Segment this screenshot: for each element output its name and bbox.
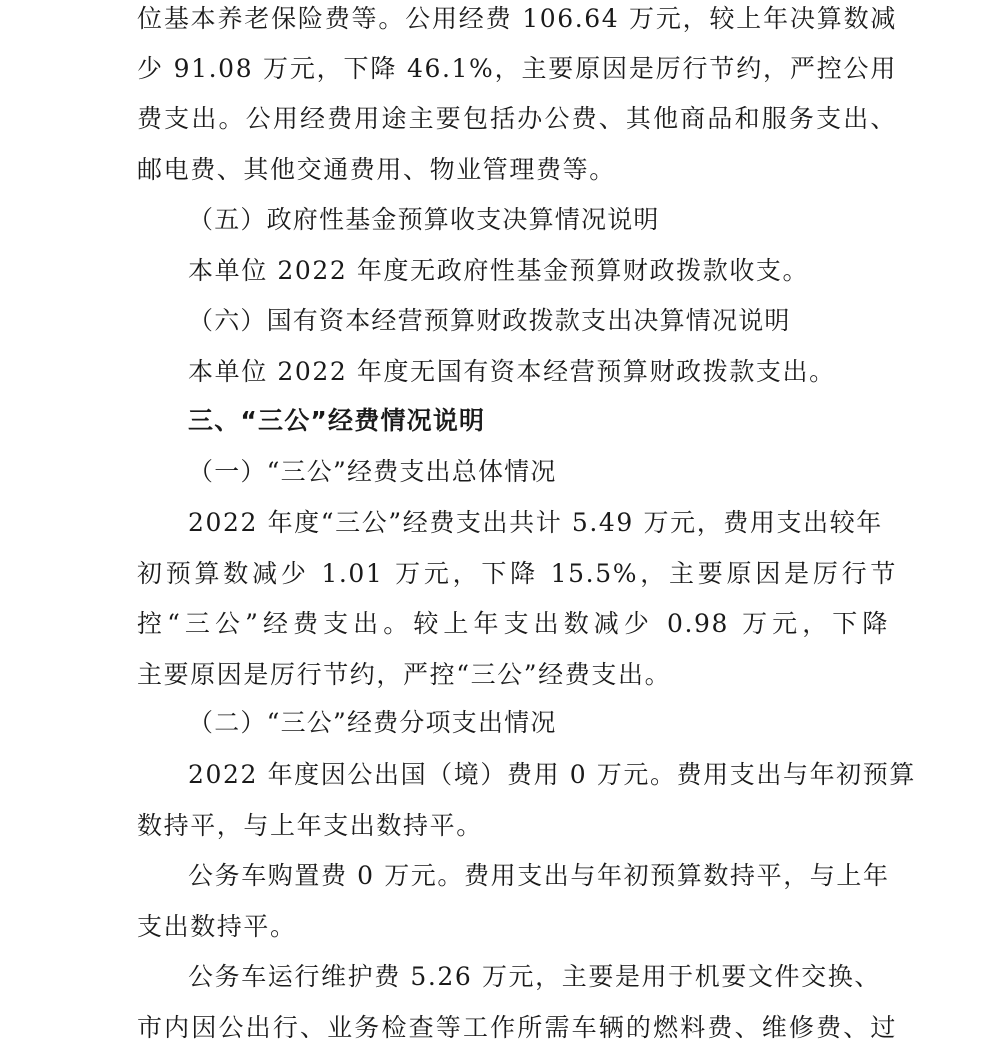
body-line: 数持平，与上年支出数持平。 <box>137 811 483 840</box>
body-line: 市内因公出行、业务检查等工作所需车辆的燃料费、维修费、过 <box>137 1013 897 1042</box>
body-line: 费支出。公用经费用途主要包括办公费、其他商品和服务支出、 <box>137 104 897 133</box>
body-line: 本单位 2022 年度无国有资本经营预算财政拨款支出。 <box>188 357 836 386</box>
body-line: 2022 年度“三公”经费支出共计 5.49 万元，费用支出较年 <box>188 508 883 537</box>
subsection-heading: （二）“三公”经费分项支出情况 <box>188 708 557 737</box>
subsection-heading: （六）国有资本经营预算财政拨款支出决算情况说明 <box>188 306 791 335</box>
section-heading: 三、“三公”经费情况说明 <box>188 406 486 435</box>
subsection-heading: （一）“三公”经费支出总体情况 <box>188 457 557 486</box>
subsection-heading: （五）政府性基金预算收支决算情况说明 <box>188 205 660 234</box>
body-line: 公务车购置费 0 万元。费用支出与年初预算数持平，与上年 <box>188 861 890 890</box>
body-line: 本单位 2022 年度无政府性基金预算财政拨款收支。 <box>188 256 810 285</box>
body-line: 位基本养老保险费等。公用经费 106.64 万元，较上年决算数减 <box>137 4 897 33</box>
body-line: 主要原因是厉行节约，严控“三公”经费支出。 <box>137 660 672 689</box>
body-line: 邮电费、其他交通费用、物业管理费等。 <box>137 155 616 184</box>
body-line: 初预算数减少 1.01 万元，下降 15.5%，主要原因是厉行节 <box>137 559 897 588</box>
body-line: 支出数持平。 <box>137 912 297 941</box>
body-line: 2022 年度因公出国（境）费用 0 万元。费用支出与年初预算 <box>188 760 916 789</box>
body-line: 控“三公”经费支出。较上年支出数减少 0.98 万元，下降 <box>137 609 889 638</box>
body-line: 少 91.08 万元，下降 46.1%，主要原因是厉行节约，严控公用 <box>137 54 897 83</box>
body-line: 公务车运行维护费 5.26 万元，主要是用于机要文件交换、 <box>188 962 881 991</box>
